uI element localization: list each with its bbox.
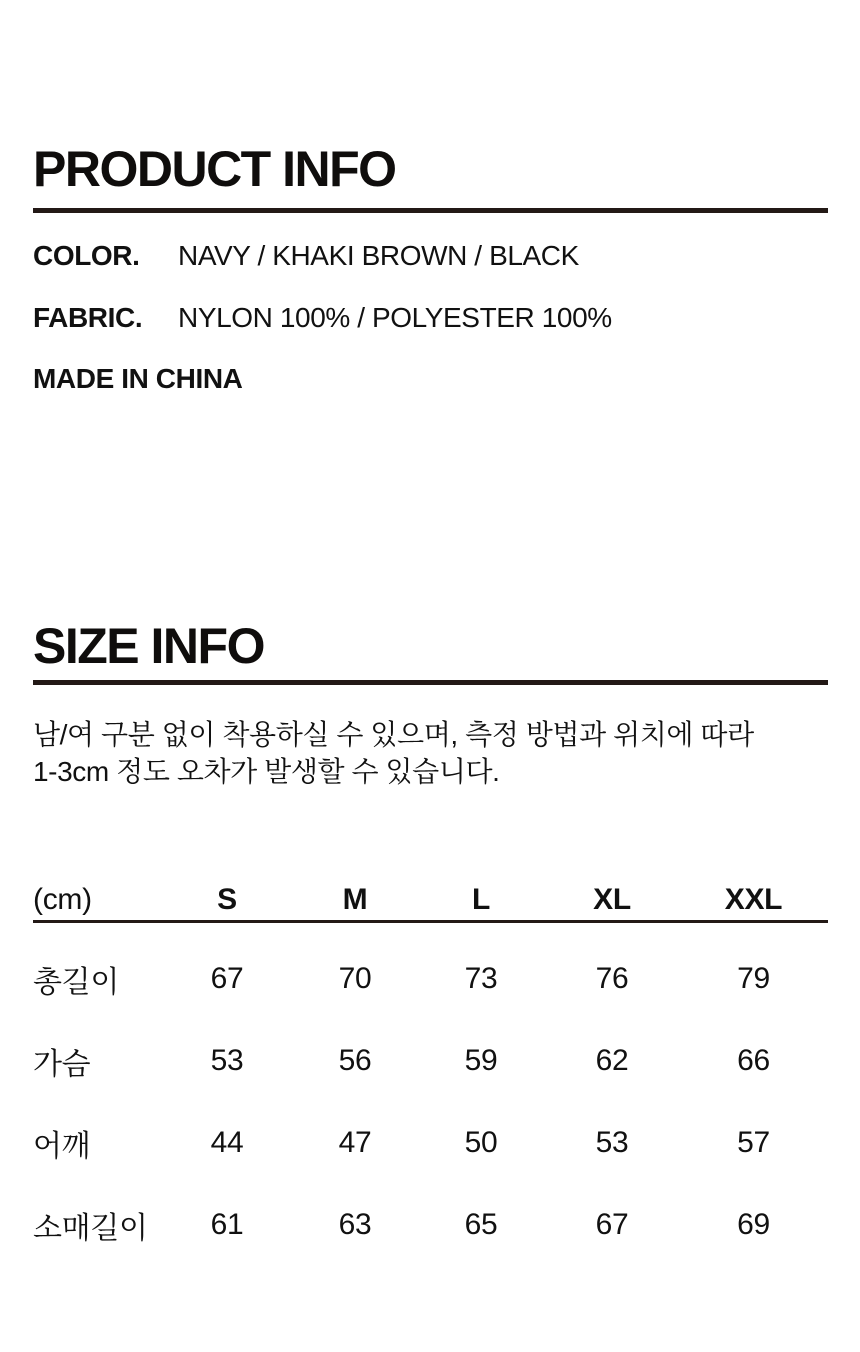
cell-value: 70	[338, 962, 372, 995]
fabric-label: FABRIC.	[33, 302, 143, 333]
row-label: 소매길이	[33, 1212, 148, 1245]
cell-value: 61	[210, 1208, 244, 1241]
row-label: 총길이	[33, 966, 120, 999]
cell-value: 53	[595, 1126, 629, 1159]
cell-value: 66	[737, 1044, 770, 1077]
cell-value: 56	[338, 1044, 372, 1077]
size-note	[33, 716, 754, 790]
made-in-text: MADE IN CHINA	[33, 363, 243, 394]
product-info-divider	[33, 208, 828, 213]
cell-value: 76	[595, 962, 629, 995]
unit-label: (cm)	[33, 883, 161, 922]
cell-value: 79	[737, 962, 770, 995]
product-info-title: PRODUCT INFO	[33, 141, 396, 197]
table-spacer-row	[33, 922, 828, 939]
color-value: NAVY / KHAKI BROWN / BLACK	[178, 240, 579, 271]
fabric-row	[33, 304, 612, 332]
column-header-xxl: XXL	[679, 883, 828, 922]
color-row	[33, 242, 579, 270]
row-label: 가슴	[33, 1048, 91, 1081]
cell-value: 59	[464, 1044, 498, 1077]
cell-value: 73	[464, 962, 498, 995]
table-row-chest	[33, 1020, 828, 1102]
table-row-shoulder	[33, 1102, 828, 1184]
color-label: COLOR.	[33, 240, 140, 271]
row-label: 어깨	[33, 1130, 91, 1163]
cell-value: 47	[338, 1126, 372, 1159]
cell-value: 44	[210, 1126, 244, 1159]
fabric-value: NYLON 100% / POLYESTER 100%	[178, 302, 612, 333]
column-header-m: M	[293, 883, 417, 922]
cell-value: 50	[464, 1126, 498, 1159]
size-info-title: SIZE INFO	[33, 618, 264, 674]
cell-value: 67	[595, 1208, 629, 1241]
size-table	[33, 883, 828, 1266]
column-header-s: S	[161, 883, 293, 922]
table-row-total-length	[33, 938, 828, 1020]
cell-value: 53	[210, 1044, 244, 1077]
size-note-line2: 1-3cm 정도 오차가 발생할 수 있습니다.	[33, 756, 500, 787]
cell-value: 65	[464, 1208, 498, 1241]
column-header-xl: XL	[545, 883, 679, 922]
cell-value: 57	[737, 1126, 770, 1159]
cell-value: 63	[338, 1208, 372, 1241]
size-note-line1: 남/여 구분 없이 착용하실 수 있으며, 측정 방법과 위치에 따라	[33, 719, 754, 750]
cell-value: 62	[595, 1044, 629, 1077]
column-header-l: L	[417, 883, 545, 922]
table-row-sleeve-length	[33, 1184, 828, 1266]
size-info-divider	[33, 680, 828, 685]
cell-value: 69	[737, 1208, 770, 1241]
size-table-header-row	[33, 883, 828, 922]
cell-value: 67	[210, 962, 244, 995]
